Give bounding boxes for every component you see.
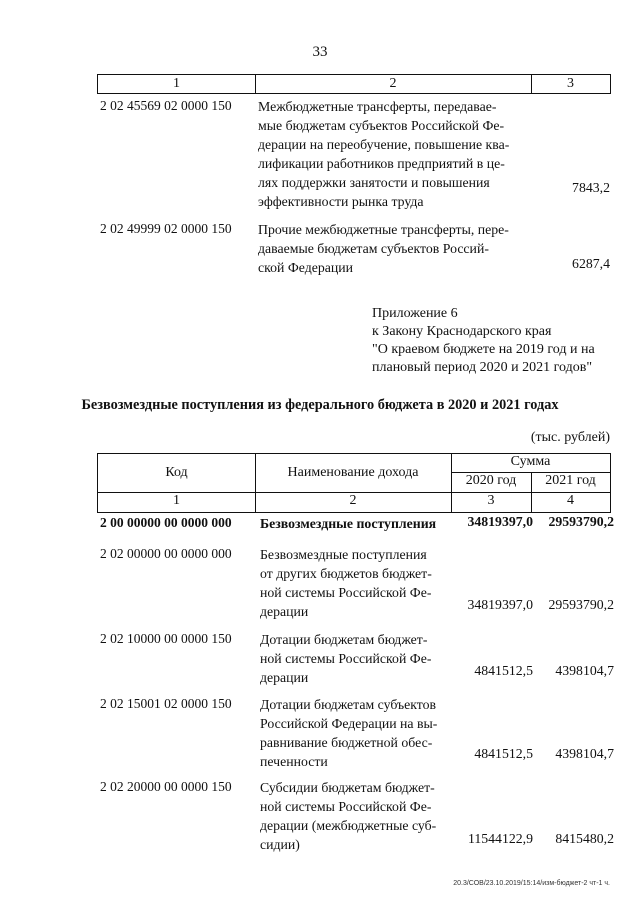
table2-row3-name [260, 695, 453, 771]
name-line: Субсидии бюджетам бюджет- [260, 780, 435, 795]
name-line: Прочие межбюджетные трансферты, пере- [258, 222, 509, 237]
table1-row1-code: 2 02 45569 02 0000 150 [100, 98, 232, 113]
table2-row4-value-2020: 11544122,9 [467, 831, 533, 846]
header-year-2020: 2020 год [465, 473, 517, 488]
name-line: лификации работников предприятий в це- [258, 156, 505, 171]
appendix-line: Приложение 6 [372, 306, 458, 321]
name-line: Российской Федерации на вы- [260, 716, 438, 731]
table2-row3-value-2021: 4398104,7 [555, 746, 614, 761]
header-code: Код [165, 465, 188, 480]
name-line: сидии) [260, 837, 300, 852]
total-row-name: Безвозмездные поступления [260, 516, 437, 531]
table1-header [97, 74, 611, 94]
appendix-line: плановый период 2020 и 2021 годов" [372, 360, 593, 375]
total-row-value-2020: 34819397,0 [467, 514, 533, 529]
table2-row1-name [260, 545, 453, 621]
table2-row2-value-2021: 4398104,7 [555, 663, 614, 678]
name-line: ной системы Российской Фе- [260, 651, 432, 666]
table1-col1-header: 1 [173, 76, 180, 91]
header-income-name: Наименование дохода [287, 465, 419, 480]
name-line: от других бюджетов бюджет- [260, 566, 432, 581]
col-number-2: 2 [349, 493, 357, 508]
table2-row2-name [260, 630, 453, 687]
col-number-1: 1 [173, 493, 180, 508]
table1-row1-value: 7843,2 [572, 180, 610, 195]
name-line: печенности [260, 754, 328, 769]
name-line: дерации (межбюджетные суб- [260, 818, 437, 833]
table2-row4-name [260, 778, 453, 854]
table2-row2-code: 2 02 10000 00 0000 150 [100, 631, 232, 646]
table1-col2-header: 2 [389, 76, 397, 91]
name-line: ной системы Российской Фе- [260, 585, 432, 600]
name-line: ной системы Российской Фе- [260, 799, 432, 814]
appendix-line: "О краевом бюджете на 2019 год и на [372, 342, 595, 357]
table1-col3-header: 3 [567, 76, 574, 91]
table2-row4-value-2021: 8415480,2 [555, 831, 614, 846]
appendix-note [372, 305, 595, 377]
name-line: дерации [260, 670, 309, 685]
document-title: Безвозмездные поступления из федерального бюджета в 2020 и 2021 годах [81, 397, 559, 413]
table1-row2-name [258, 220, 530, 277]
page-number: 33 [312, 44, 328, 60]
name-line: мые бюджетам субъектов Российской Фе- [258, 118, 505, 133]
total-row-code: 2 00 00000 00 0000 000 [100, 515, 232, 530]
name-line: Безвозмездные поступления [260, 547, 427, 562]
name-line: Дотации бюджетам бюджет- [260, 632, 428, 647]
table2-row1-value-2021: 29593790,2 [548, 597, 614, 612]
table2-row1-value-2020: 34819397,0 [467, 597, 533, 612]
appendix-line: к Закону Краснодарского края [372, 324, 552, 339]
footer-document-id: 20.3/СОВ/23.10.2019/15:14/изм-бюджет-2 чт-1 ч. [453, 880, 610, 887]
header-year-2021: 2021 год [545, 473, 596, 488]
col-number-3: 3 [487, 493, 495, 508]
table2-header [97, 453, 611, 513]
table1-row2-code: 2 02 49999 02 0000 150 [100, 221, 232, 236]
name-line: ской Федерации [258, 260, 354, 275]
name-line: эффективности рынка труда [258, 194, 424, 209]
table2-row1-code: 2 02 00000 00 0000 000 [100, 546, 232, 561]
name-line: даваемые бюджетам субъектов Россий- [258, 241, 489, 256]
table1-row2-value: 6287,4 [572, 256, 610, 271]
table2-row2-value-2020: 4841512,5 [474, 663, 533, 678]
total-row-value-2021: 29593790,2 [548, 514, 614, 529]
name-line: Межбюджетные трансферты, передавае- [258, 99, 497, 114]
table2-row4-code: 2 02 20000 00 0000 150 [100, 779, 232, 794]
header-sum: Сумма [510, 454, 551, 469]
table2-row3-code: 2 02 15001 02 0000 150 [100, 696, 232, 711]
name-line: дерации [260, 604, 309, 619]
name-line: дерации на переобучение, повышение ква- [258, 137, 510, 152]
name-line: Дотации бюджетам субъектов [260, 697, 437, 712]
name-line: лях поддержки занятости и повышения [258, 175, 490, 190]
col-number-4: 4 [567, 493, 574, 508]
table2-row3-value-2020: 4841512,5 [474, 746, 533, 761]
name-line: равнивание бюджетной обес- [260, 735, 433, 750]
unit-note: (тыс. рублей) [530, 430, 610, 445]
table1-row1-name [258, 97, 530, 211]
